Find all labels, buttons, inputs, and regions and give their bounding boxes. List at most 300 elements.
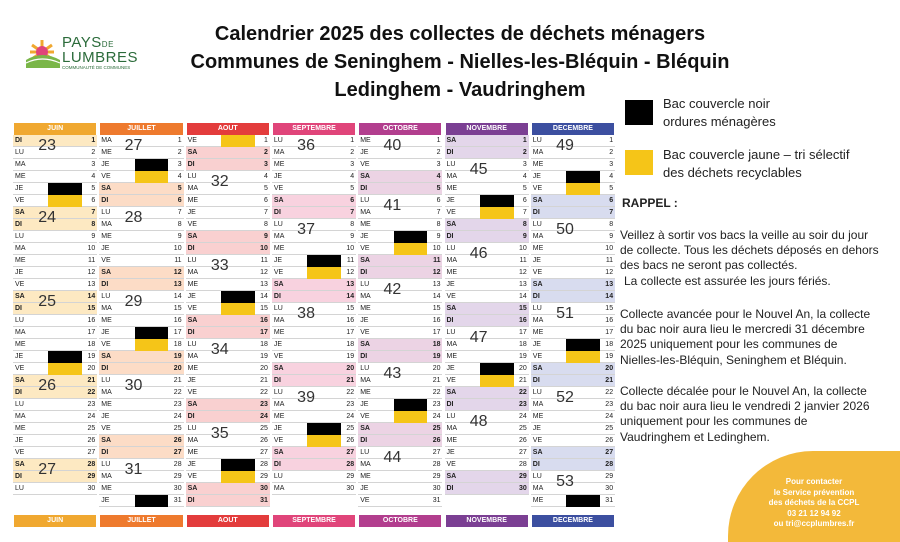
day-number: 13 [432,281,441,288]
day-row [531,195,615,207]
day-name: JE [101,161,110,168]
day-number: 22 [346,389,355,396]
day-name: ME [101,401,112,408]
day-number: 29 [173,473,182,480]
day-row [186,495,270,507]
day-number: 21 [87,377,96,384]
black-bin-marker [135,327,169,339]
day-row [531,255,615,267]
note-nouvel-an-2: Collecte décalée pour le Nouvel An, la collecte du bac noir aura lieu le vendredi 2 janvier 2026 uniquement pour les communes de Vaudringhem et Ledinghem. [620,384,870,444]
day-name: SA [446,137,457,144]
day-number: 23 [605,401,614,408]
day-number: 28 [432,461,441,468]
day-name: MA [101,389,112,396]
day-name: VE [101,341,111,348]
day-number: 16 [432,317,441,324]
black-bin-marker [394,231,428,243]
day-name: MA [446,425,457,432]
day-number: 10 [260,245,268,252]
day-number: 3 [522,161,527,168]
day-name: MA [101,473,112,480]
day-name: JE [360,485,369,492]
day-number: 25 [346,425,355,432]
day-name: VE [360,413,370,420]
day-number: 8 [91,221,96,228]
day-row [445,279,529,291]
contact-email-link[interactable]: ou tri@ccplumbres.fr [773,519,855,528]
day-row [99,495,183,507]
day-name: MA [273,233,285,240]
day-number: 16 [173,317,182,324]
day-name: MA [446,257,457,264]
day-row [445,483,529,495]
day-name: SA [101,185,112,192]
day-name: MA [360,377,371,384]
day-row [358,387,442,399]
day-row [13,339,97,351]
calendar-grid [13,121,613,539]
day-row [99,243,183,255]
day-number: 30 [260,485,268,492]
day-number: 25 [173,425,182,432]
day-name: SA [360,173,370,180]
day-name: VE [360,161,370,168]
day-row [13,195,97,207]
day-row [272,267,356,279]
day-number: 25 [87,425,96,432]
day-name: ME [532,413,544,420]
day-row [13,255,97,267]
day-number: 1 [436,137,441,144]
yellow-bin-marker [394,243,428,255]
week-number: 47 [469,329,488,346]
day-name: MA [101,221,112,228]
week-number: 31 [124,461,143,478]
day-row [13,399,97,411]
day-row [13,183,97,195]
day-number: 28 [519,461,527,468]
day-name: MA [360,209,371,216]
day-name: ME [273,245,285,252]
day-number: 23 [260,401,268,408]
day-number: 22 [432,389,441,396]
day-number: 23 [346,401,355,408]
day-row [358,339,442,351]
day-row [186,387,270,399]
day-number: 14 [519,293,527,300]
day-number: 22 [605,389,614,396]
day-number: 30 [432,485,441,492]
day-row [99,267,183,279]
day-name: MA [15,413,26,420]
yellow-bin-marker [394,411,428,423]
day-name: JE [360,317,369,324]
day-name: SA [446,389,457,396]
day-number: 17 [346,329,355,336]
black-bin-marker [566,171,600,183]
day-row [186,483,270,495]
day-number: 10 [605,245,614,252]
day-name: MA [532,485,544,492]
day-name: VE [15,449,25,456]
day-row [531,363,615,375]
day-number: 4 [436,173,441,180]
day-row [272,483,356,495]
day-number: 14 [173,293,182,300]
day-name: JE [187,377,196,384]
black-bin-marker [135,159,169,171]
day-name: DI [15,305,22,312]
day-name: VE [446,293,456,300]
day-name: VE [187,389,197,396]
day-number: 23 [87,401,96,408]
month-header: OCTOBRE [359,123,441,135]
day-row [531,351,615,363]
day-number: 15 [605,305,614,312]
day-name: JE [360,401,369,408]
day-number: 7 [522,209,527,216]
week-number: 28 [124,209,143,226]
day-name: ME [446,437,457,444]
day-number: 21 [260,377,268,384]
day-number: 20 [260,365,268,372]
day-number: 9 [436,233,441,240]
day-name: LU [446,161,456,168]
day-row [99,483,183,495]
day-number: 21 [519,377,527,384]
day-row [13,435,97,447]
day-number: 17 [605,329,614,336]
day-number: 24 [519,413,527,420]
day-name: SA [446,305,457,312]
day-name: ME [273,413,285,420]
day-row [13,171,97,183]
day-row [531,159,615,171]
day-name: LU [360,365,370,372]
day-number: 16 [260,317,268,324]
day-number: 12 [260,269,268,276]
day-row [272,423,356,435]
day-number: 23 [519,401,527,408]
day-row [186,291,270,303]
day-number: 18 [87,341,96,348]
day-name: JE [273,257,283,264]
day-name: MA [101,137,112,144]
day-row [358,423,442,435]
day-name: DI [187,497,195,504]
day-number: 21 [432,377,441,384]
day-name: VE [273,185,284,192]
day-row [186,243,270,255]
day-row [13,267,97,279]
day-row [531,423,615,435]
day-row [358,351,442,363]
rappel-text: Veillez à sortir vos bacs la veille au soir du jour de collecte. Tous les déchets déposés en dehors des bacs ne seront pas collectés. La collecte est assurée les jours fériés. [620,228,879,288]
day-name: JE [360,149,369,156]
day-row [358,411,442,423]
day-row [445,303,529,315]
day-name: ME [187,281,199,288]
day-row [531,207,615,219]
day-row [445,207,529,219]
week-number: 52 [556,389,574,406]
day-row [99,363,183,375]
day-number: 30 [87,485,96,492]
week-number: 29 [124,293,143,310]
day-row [531,291,615,303]
day-name: SA [273,281,284,288]
day-name: JE [532,257,541,264]
day-number: 1 [522,137,527,144]
day-number: 22 [519,389,527,396]
day-name: ME [446,269,457,276]
day-number: 26 [173,437,182,444]
day-name: SA [446,221,457,228]
day-name: DI [532,377,540,384]
day-number: 19 [173,353,182,360]
day-row [99,339,183,351]
day-row [445,291,529,303]
day-number: 24 [87,413,96,420]
day-number: 7 [177,209,182,216]
day-name: DI [15,473,22,480]
day-name: SA [273,365,284,372]
yellow-bin-marker [221,303,255,315]
day-row [272,363,356,375]
day-row [13,315,97,327]
day-name: MA [273,485,285,492]
day-row [445,315,529,327]
day-number: 31 [260,497,268,504]
day-number: 8 [436,221,441,228]
day-row [358,435,442,447]
day-name: LU [187,173,197,180]
day-name: SA [101,353,112,360]
day-number: 17 [87,329,96,336]
day-number: 6 [350,197,355,204]
day-row [13,411,97,423]
day-row [13,351,97,363]
day-name: SA [360,425,370,432]
day-row [99,183,183,195]
day-name: JE [532,341,541,348]
day-number: 13 [519,281,527,288]
week-number: 23 [38,137,57,154]
day-name: LU [273,473,283,480]
day-name: DI [187,413,195,420]
day-name: SA [187,317,198,324]
day-name: LU [446,413,456,420]
day-name: LU [15,401,24,408]
day-name: JE [101,245,110,252]
day-name: LU [273,137,283,144]
day-name: DI [273,209,281,216]
day-number: 10 [87,245,96,252]
day-row [186,447,270,459]
day-name: LU [532,137,542,144]
day-number: 2 [263,149,268,156]
black-bin-marker [480,195,514,207]
legend-black-swatch [625,100,653,125]
day-number: 15 [432,305,441,312]
day-row [358,243,442,255]
day-name: MA [273,317,285,324]
day-number: 6 [263,197,268,204]
week-number: 38 [297,305,315,322]
day-name: ME [273,329,285,336]
day-number: 5 [436,185,441,192]
day-number: 13 [87,281,96,288]
day-name: ME [15,257,26,264]
week-number: 45 [469,161,488,178]
day-row [272,255,356,267]
day-number: 13 [346,281,355,288]
day-name: VE [187,305,197,312]
day-row [272,159,356,171]
day-number: 4 [522,173,527,180]
day-row [358,495,442,507]
month-header: NOVEMBRE [446,123,528,135]
day-name: MA [532,401,544,408]
day-number: 1 [263,137,268,144]
day-name: VE [273,353,284,360]
day-number: 27 [432,449,441,456]
week-number: 39 [297,389,315,406]
day-number: 26 [605,437,614,444]
day-row [358,171,442,183]
contact-badge [728,451,900,542]
day-name: MA [15,161,26,168]
day-number: 14 [605,293,614,300]
week-number: 42 [383,281,402,298]
day-name: ME [360,473,371,480]
day-row [272,327,356,339]
day-number: 23 [173,401,182,408]
day-name: DI [187,329,195,336]
yellow-bin-marker [48,363,82,375]
day-name: MA [532,233,544,240]
day-number: 4 [263,173,268,180]
month-header: JUILLET [100,123,182,135]
day-number: 22 [173,389,182,396]
day-name: DI [273,461,281,468]
day-number: 10 [173,245,182,252]
day-number: 8 [350,221,355,228]
day-number: 21 [605,377,614,384]
day-name: JE [15,185,24,192]
day-name: ME [532,245,544,252]
day-number: 27 [346,449,355,456]
day-row [531,183,615,195]
day-number: 8 [263,221,268,228]
day-row [358,471,442,483]
day-name: ME [101,149,112,156]
day-name: MA [360,293,371,300]
day-name: LU [360,449,370,456]
week-number: 30 [124,377,143,394]
pays-de-lumbres-logo [24,30,164,74]
day-name: VE [532,353,543,360]
day-number: 14 [346,293,355,300]
rappel-title: RAPPEL : [622,196,678,210]
day-number: 9 [177,233,182,240]
day-number: 3 [91,161,96,168]
day-row [186,159,270,171]
yellow-bin-marker [307,435,341,447]
day-name: DI [273,377,281,384]
day-number: 18 [260,341,268,348]
day-number: 11 [346,257,355,264]
day-number: 12 [519,269,527,276]
day-number: 4 [609,173,614,180]
logo-text-line2: LUMBRES [62,49,139,66]
yellow-bin-marker [307,267,341,279]
day-number: 1 [609,137,614,144]
day-number: 21 [173,377,182,384]
day-name: JE [101,497,110,504]
day-name: DI [101,197,109,204]
day-name: ME [15,341,26,348]
day-number: 8 [522,221,527,228]
day-row [531,327,615,339]
day-name: SA [187,233,198,240]
day-row [13,423,97,435]
day-number: 19 [260,353,268,360]
day-number: 28 [173,461,182,468]
day-name: LU [446,329,456,336]
day-number: 29 [519,473,527,480]
week-number: 44 [383,449,402,466]
day-number: 1 [350,137,355,144]
week-number: 27 [124,137,143,154]
yellow-bin-marker [135,339,169,351]
title-line-2: Communes de Seninghem - Nielles-les-Bléquin - Bléquin [190,51,730,73]
day-row [531,243,615,255]
week-number: 41 [383,197,402,214]
day-row [445,447,529,459]
month-footer: AOUT [187,515,269,527]
contact-line-1: Pour contacter [785,477,843,486]
day-row [272,339,356,351]
day-number: 24 [605,413,614,420]
day-row [186,327,270,339]
day-name: JE [187,461,196,468]
black-bin-marker [48,183,82,195]
day-row [358,483,442,495]
day-number: 13 [605,281,614,288]
day-number: 1 [177,137,182,144]
day-name: ME [187,197,199,204]
day-number: 9 [522,233,527,240]
day-name: DI [532,209,540,216]
title-line-3: Ledinghem - Vaudringhem [334,79,586,101]
day-row [99,435,183,447]
day-row [358,267,442,279]
day-name: JE [532,425,541,432]
day-number: 3 [177,161,182,168]
day-name: DI [532,461,540,468]
day-number: 20 [346,365,355,372]
day-name: ME [360,221,371,228]
week-number: 43 [383,365,402,382]
week-number: 35 [210,425,229,442]
day-name: VE [101,257,111,264]
day-number: 26 [260,437,268,444]
day-row [99,315,183,327]
day-name: DI [532,293,540,300]
day-number: 3 [350,161,355,168]
day-number: 23 [432,401,441,408]
